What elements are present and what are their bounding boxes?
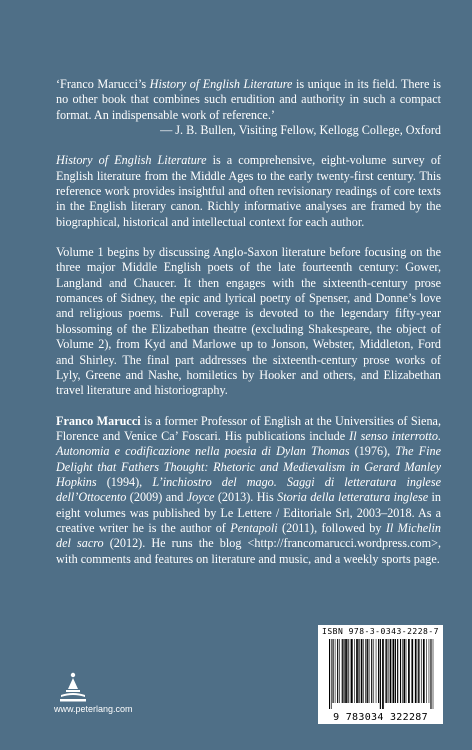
- quote-rest: is unique in its field. There is no other book that combines such erudition and authority in such a compact format. An indispensable work of reference.’: [56, 77, 442, 122]
- publisher-url[interactable]: www.peterlang.com: [54, 704, 133, 714]
- volume-summary: Volume 1 begins by discussing Anglo-Saxon literature before focusing on the three major Middle English poets of the late fourteenth century: Gower, Langland and Chaucer. It then engages with the sixteenth-century prose romances of Sidney, the epic and lyrical poetry of Spenser, and Donne’s love and religious poems. Full coverage is devoted to the legendary fifty-year blossoming of the Elizabethan theatre (excluding Shakespeare, the object of Volume 2), from Kyd and Marlowe up to Jonson, Webster, Middleton, Ford and Shirley. The final part addresses the sixteenth-century prose works of Lyly, Greene and Nashe, homiletics by Hooker and others, and Elizabethan travel literature and historiography.: [56, 245, 441, 398]
- bio-text-5: (2013). His: [214, 490, 278, 505]
- barcode-icon: [327, 639, 435, 709]
- back-cover-text: [56, 77, 441, 567]
- bio-text-2: (1976),: [349, 444, 396, 459]
- bio-title-3: L’inchiostro del mago. Saggi di letteratura inglese dell’Ottocento: [56, 474, 441, 505]
- quote-open: ‘Franco Marucci’s: [56, 77, 150, 91]
- bio-title-4: Joyce: [186, 490, 215, 505]
- author-name: Franco Marucci: [56, 413, 141, 428]
- bio-text-6: in eight volumes was published by Le Lettere / Editoriale Srl, 2003–2018. As a creative writer he is the author of: [56, 490, 441, 535]
- bio-text-8: (2012). He runs the blog <http://francomarucci.wordpress.com>, with comments and features on literature and music, and a weekly sports page.: [56, 536, 441, 566]
- publisher-logo-icon: [58, 672, 88, 704]
- bio-title-2: The Fine Delight that Fathers Thought: Rhetoric and Medievalism in Gerard Manley Hopkins: [56, 444, 441, 489]
- bio-title-1: Il senso interrotto. Autonomia e codificazione nella poesia di Dylan Thomas: [56, 428, 441, 459]
- isbn-barcode: [318, 625, 443, 724]
- author-bio: [56, 414, 441, 567]
- description-text: is a comprehensive, eight-volume survey of English literature from the Middle Ages to the early twenty-first century. This reference work provides insightful and often revisionary readings of core texts in the English literary canon. Richly informative analyses are framed by the biographical, historical and intellectual context for each author.: [56, 153, 441, 229]
- bio-text-3: (1994),: [96, 474, 153, 489]
- quote-book-title: History of English Literature: [149, 77, 293, 91]
- quote-attribution: — J. B. Bullen, Visiting Fellow, Kellogg College, Oxford: [160, 123, 441, 138]
- bio-title-7: Il Michelin del sacro: [56, 520, 441, 551]
- bio-text-1: is a former Professor of English at the Universities of Siena, Florence and Venice Ca’ Foscari. His publications include: [56, 413, 442, 443]
- review-quote: [56, 77, 441, 123]
- ean-digits: 9 783034 322287: [333, 712, 428, 723]
- description-title: History of English Literature: [56, 153, 207, 168]
- isbn-label: ISBN 978-3-0343-2228-7: [322, 627, 439, 636]
- bio-title-5: Storia della letteratura inglese: [277, 490, 429, 505]
- bio-text-4: (2009) and: [126, 490, 187, 505]
- book-description: [56, 153, 441, 230]
- bio-text-7: (2011), followed by: [277, 520, 386, 535]
- bio-title-6: Pentapoli: [230, 520, 278, 535]
